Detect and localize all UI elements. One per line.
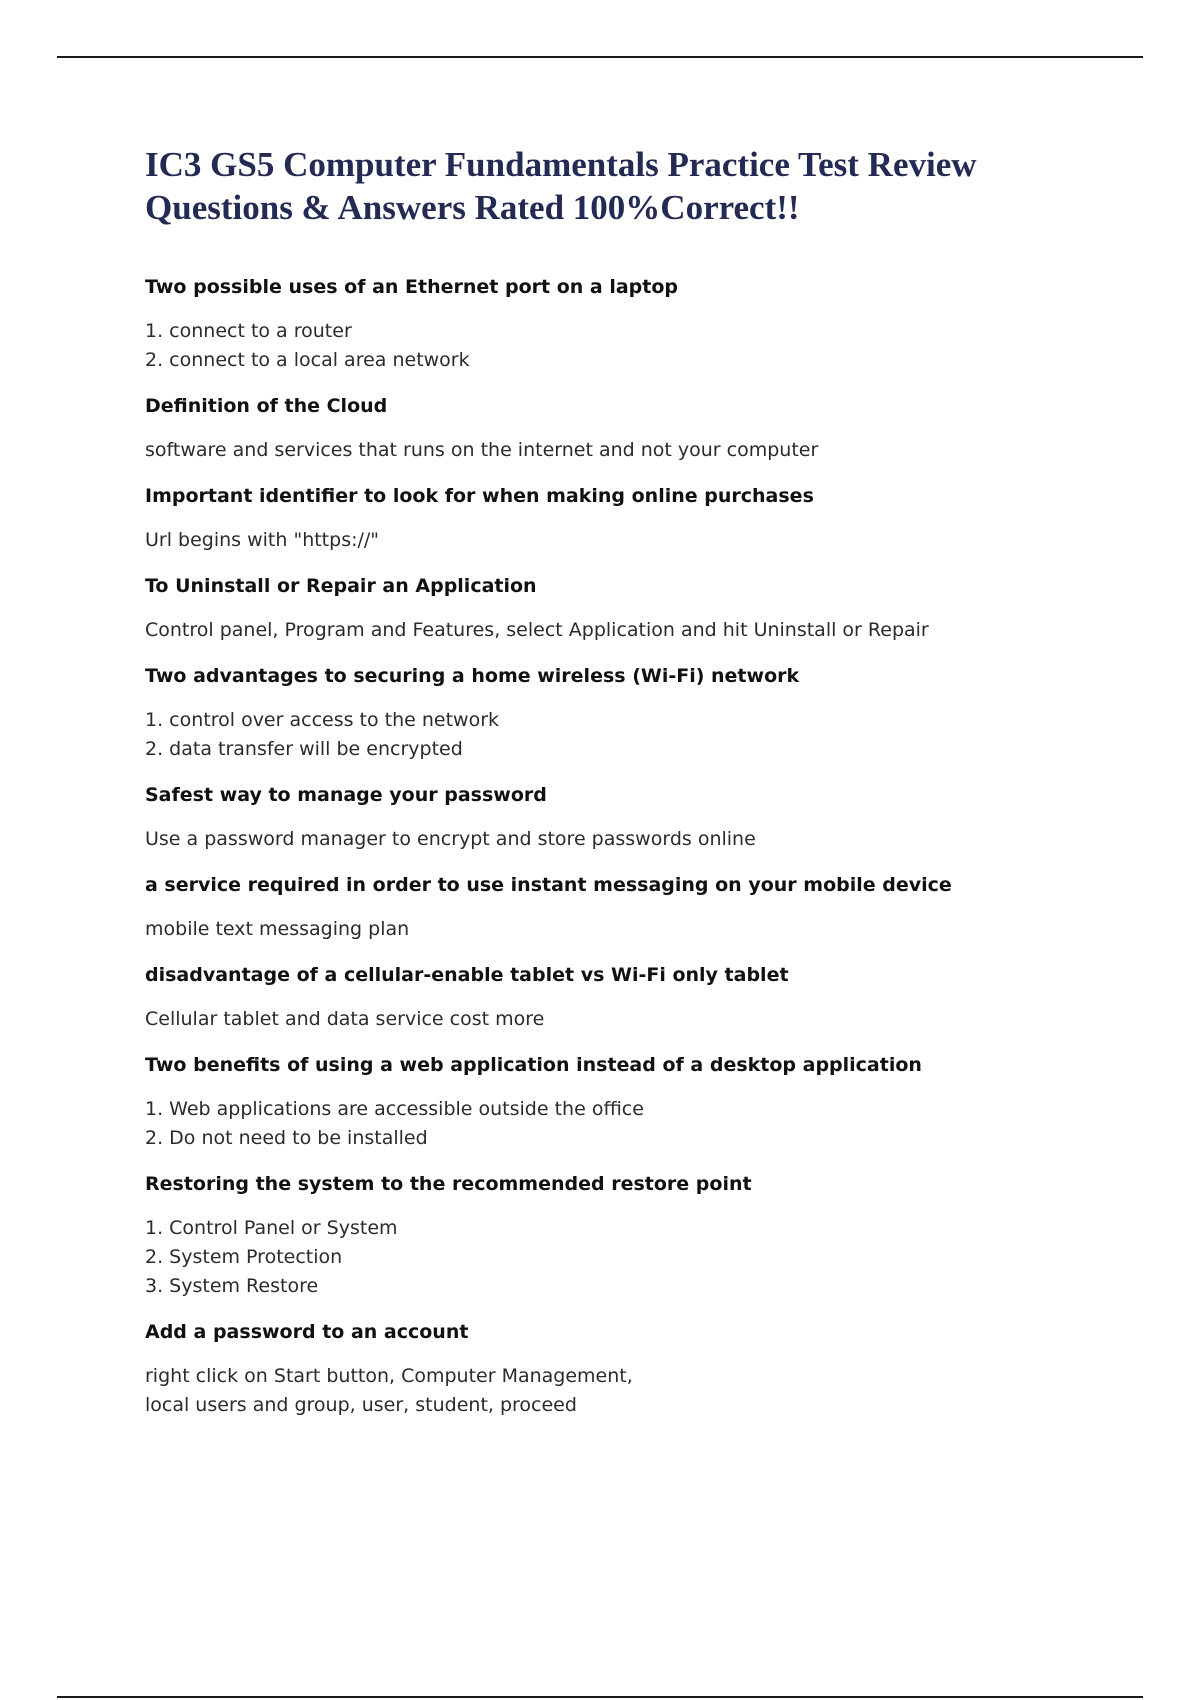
qa-item-11 <box>145 1318 1085 1420</box>
question: Restoring the system to the recommended restore point <box>145 1173 752 1195</box>
answer <box>145 317 1085 375</box>
answer-line: software and services that runs on the internet and not your computer <box>145 439 819 461</box>
answer-line: Cellular tablet and data service cost more <box>145 1008 545 1030</box>
answer <box>145 1214 1085 1301</box>
qa-item-1 <box>145 273 1085 375</box>
answer <box>145 436 1085 465</box>
question: Two advantages to securing a home wireless (Wi-Fi) network <box>145 665 800 687</box>
answer-line: right click on Start button, Computer Management, <box>145 1365 633 1387</box>
answer-line: Use a password manager to encrypt and store passwords online <box>145 828 756 850</box>
qa-item-8 <box>145 961 1085 1034</box>
qa-item-10 <box>145 1170 1085 1301</box>
question: Add a password to an account <box>145 1321 469 1343</box>
answer-line: 2. Do not need to be installed <box>145 1127 428 1149</box>
answer-line: 3. System Restore <box>145 1275 319 1297</box>
answer-line: 1. Control Panel or System <box>145 1217 398 1239</box>
qa-item-9 <box>145 1051 1085 1153</box>
answer <box>145 825 1085 854</box>
answer-line: 2. connect to a local area network <box>145 349 470 371</box>
answer-line: local users and group, user, student, proceed <box>145 1394 577 1416</box>
answer-line: 2. data transfer will be encrypted <box>145 738 463 760</box>
answer <box>145 915 1085 944</box>
answer <box>145 706 1085 764</box>
question: Two possible uses of an Ethernet port on a laptop <box>145 276 679 298</box>
question: a service required in order to use instant messaging on your mobile device <box>145 874 952 896</box>
qa-item-5 <box>145 662 1085 764</box>
document-title <box>145 143 1085 229</box>
answer-line: 1. Web applications are accessible outside the office <box>145 1098 644 1120</box>
title-line-1: IC3 GS5 Computer Fundamentals Practice Test Review <box>145 145 977 184</box>
qa-item-6 <box>145 781 1085 854</box>
answer-line: 1. control over access to the network <box>145 709 500 731</box>
question: To Uninstall or Repair an Application <box>145 575 537 597</box>
answer-line: 2. System Protection <box>145 1246 343 1268</box>
qa-item-3 <box>145 482 1085 555</box>
question: Safest way to manage your password <box>145 784 547 806</box>
answer <box>145 1005 1085 1034</box>
answer-line: mobile text messaging plan <box>145 918 410 940</box>
answer <box>145 526 1085 555</box>
bottom-rule <box>57 1696 1143 1698</box>
answer-line: 1. connect to a router <box>145 320 352 342</box>
answer-line: Control panel, Program and Features, select Application and hit Uninstall or Repair <box>145 619 929 641</box>
question: disadvantage of a cellular-enable tablet vs Wi-Fi only tablet <box>145 964 789 986</box>
answer <box>145 1095 1085 1153</box>
answer <box>145 1362 1085 1420</box>
answer-line: Url begins with "https://" <box>145 529 380 551</box>
document-body <box>145 143 1085 1437</box>
qa-item-4 <box>145 572 1085 645</box>
qa-item-2 <box>145 392 1085 465</box>
question: Definition of the Cloud <box>145 395 388 417</box>
title-line-2: Questions & Answers Rated 100%Correct!! <box>145 188 800 227</box>
qa-item-7 <box>145 871 1085 944</box>
answer <box>145 616 1085 645</box>
top-rule <box>57 56 1143 58</box>
question: Two benefits of using a web application instead of a desktop application <box>145 1054 922 1076</box>
question: Important identifier to look for when making online purchases <box>145 485 814 507</box>
